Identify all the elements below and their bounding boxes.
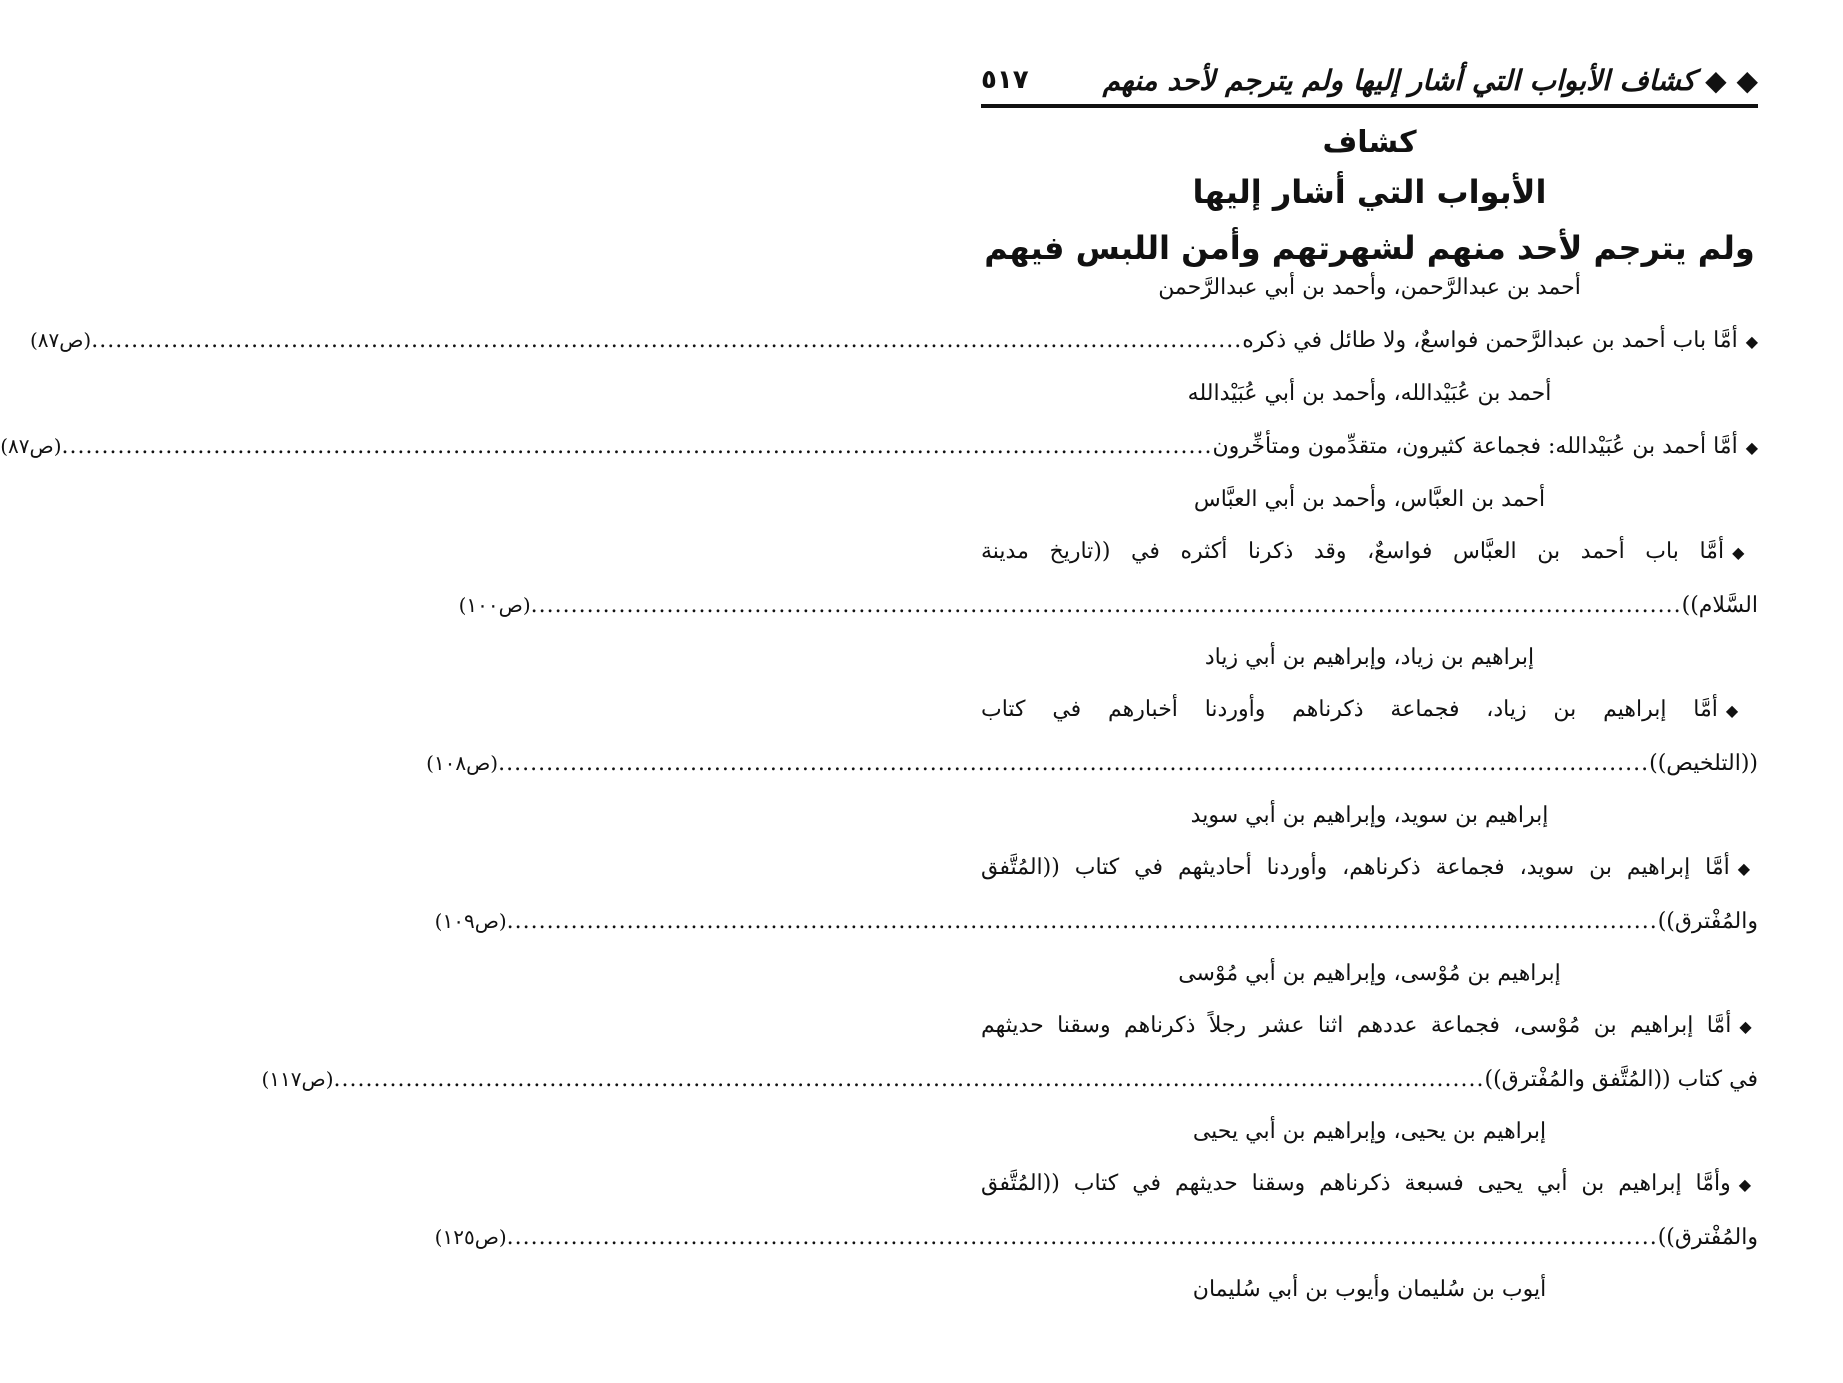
- page-reference: (ص١٢٥): [434, 1225, 507, 1249]
- entry-first-line: [981, 684, 1758, 737]
- section-heading: إبراهيم بن يحيى، وإبراهيم بن أبي يحيى: [1192, 1119, 1547, 1144]
- diamond-bullet-icon: ◆: [1737, 859, 1758, 878]
- section-heading: أحمد بن العبَّاس، وأحمد بن أبي العبَّاس: [1193, 487, 1546, 512]
- section-heading: إبراهيم بن زياد، وإبراهيم بن أبي زياد: [1204, 645, 1535, 670]
- dot-leader: ................................................................................................................................................: [506, 1225, 1658, 1250]
- section-heading: أحمد بن عبدالرَّحمن، وأحمد بن أبي عبدالرَّحمن: [1158, 275, 1581, 300]
- entry-continuation: [434, 1211, 1758, 1264]
- section-heading: أيوب بن سُليمان وأيوب بن أبي سُليمان: [1192, 1277, 1547, 1302]
- entry-cont-text: السَّلام)): [1681, 593, 1758, 618]
- page-reference: (ص٨٧): [0, 434, 62, 458]
- entry-continuation: [261, 1053, 1758, 1106]
- entry-cont-text: والمُفْترق)): [1657, 1225, 1758, 1250]
- entry-text: وأمَّا إبراهيم بن أبي يحيى فسبعة ذكرناهم وسقنا حديثهم في كتاب ((المُتَّفق: [981, 1171, 1731, 1196]
- entry-first-line: [981, 1158, 1758, 1211]
- dot-leader: ................................................................................................................................................: [498, 751, 1650, 776]
- index-entry: [0, 420, 1758, 474]
- index-entry: [261, 1000, 1759, 1106]
- entry-text: أمَّا باب أحمد بن العبَّاس فواسعٌ، وقد ذكرنا أكثره في ((تاريخ مدينة: [981, 539, 1725, 564]
- dot-leader: ................................................................................................................................................: [506, 909, 1658, 934]
- page-reference: (ص١٠٨): [426, 751, 499, 775]
- section-heading: أحمد بن عُبَيْدالله، وأحمد بن أبي عُبَيْدالله: [1187, 381, 1552, 406]
- entry-continuation: [426, 737, 1758, 790]
- page-number: ٥١٧: [981, 65, 1029, 95]
- entry-continuation: [458, 579, 1758, 632]
- entry-first-line: [981, 842, 1758, 895]
- entry-continuation: [434, 895, 1758, 948]
- dot-leader: ................................................................................................................................................: [61, 434, 1213, 459]
- page-reference: (ص١٠٩): [434, 909, 507, 933]
- entry-text: أمَّا إبراهيم بن زياد، فجماعة ذكرناهم وأوردنا أخبارهم في كتاب: [981, 697, 1718, 722]
- index-entry: [434, 842, 1758, 948]
- page-reference: (ص٨٧): [29, 328, 92, 352]
- entry-text: أمَّا إبراهيم بن سويد، فجماعة ذكرناهم، وأوردنا أحاديثهم في كتاب ((المُتَّفق: [981, 855, 1730, 880]
- dot-leader: ................................................................................................................................................: [530, 593, 1682, 618]
- entry-text: أمَّا باب أحمد بن عبدالرَّحمن فواسعٌ، ولا طائل في ذكره: [1242, 328, 1738, 353]
- entry-text: أمَّا أحمد بن عُبَيْدالله: فجماعة كثيرون، متقدِّمون ومتأخِّرون: [1212, 434, 1738, 459]
- diamond-bullet-icon: ◆: [1739, 1017, 1759, 1036]
- title-line-3: ولم يترجم لأحد منهم لشهرتهم وأمن اللبس فيهم: [984, 229, 1755, 267]
- entry-cont-text: ((التلخيص)): [1649, 751, 1758, 776]
- index-entry: [434, 1158, 1758, 1264]
- entry-cont-text: والمُفْترق)): [1657, 909, 1758, 934]
- entry-first-line: [981, 1000, 1758, 1053]
- entry-first-line: [981, 526, 1758, 579]
- index-content: [0, 262, 1759, 1316]
- running-title: ◆ ◆ كشاف الأبواب التي أشار إليها ولم يترجم لأحد منهم: [1102, 63, 1758, 97]
- dot-leader: ................................................................................................................................................: [91, 328, 1243, 353]
- page-reference: (ص١١٧): [261, 1067, 334, 1091]
- diamond-bullet-icon: ◆: [1745, 438, 1758, 457]
- diamond-bullet-icon: ◆: [1725, 701, 1758, 720]
- entry-cont-text: في كتاب ((المُتَّفق والمُفْترق)): [1484, 1067, 1758, 1092]
- dot-leader: ................................................................................................................................................: [333, 1067, 1485, 1092]
- title-line-1: كشاف: [1322, 125, 1417, 160]
- diamond-bullet-icon: ◆: [1732, 543, 1758, 562]
- section-heading: إبراهيم بن مُوْسى، وإبراهيم بن أبي مُوْسى: [1178, 961, 1561, 986]
- header-rule: [981, 104, 1758, 108]
- diamond-bullet-icon: ◆: [1738, 1175, 1758, 1194]
- page-reference: (ص١٠٠): [458, 593, 531, 617]
- index-entry: [426, 684, 1758, 790]
- diamond-bullet-icon: ◆: [1745, 332, 1758, 351]
- running-header: [981, 58, 1758, 102]
- title-block: [981, 122, 1758, 276]
- entry-text: أمَّا إبراهيم بن مُوْسى، فجماعة عددهم اثنا عشر رجلاً ذكرناهم وسقنا حديثهم: [981, 1013, 1732, 1038]
- section-heading: إبراهيم بن سويد، وإبراهيم بن أبي سويد: [1190, 803, 1549, 828]
- title-line-2: الأبواب التي أشار إليها: [1192, 173, 1547, 211]
- index-entry: [458, 526, 1758, 632]
- index-entry: [29, 314, 1758, 368]
